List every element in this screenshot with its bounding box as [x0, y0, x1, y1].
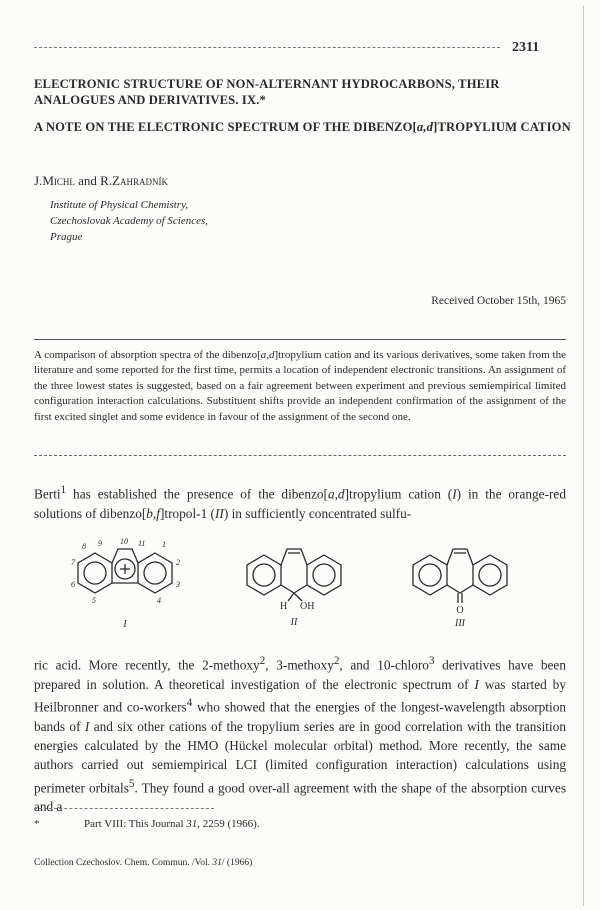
footnote: * Part VIII: This Journal 31, 2259 (1966).	[34, 818, 260, 830]
abstract-bottom-rule	[34, 455, 566, 456]
structure-II-drawing	[232, 535, 372, 635]
structure-I-drawing	[58, 535, 208, 635]
oxygen-label: O	[456, 605, 464, 616]
structure-II	[232, 535, 372, 635]
journal-footer: Collection Czechoslov. Chem. Commun. /Vol. 31/ (1966)	[34, 858, 253, 868]
structure-I-label: I	[123, 619, 127, 630]
abstract-top-rule	[34, 339, 566, 340]
position-1: 1	[162, 540, 166, 549]
paragraph-1: Berti$^1$ has established the presence of the dibenzo[a,d]tropylium cation (I) in the orange-red solutions of dibenzo[b,f]tropol-1 (II) in sufficiently concentrated sulfu-	[34, 484, 566, 521]
position-3: 3	[176, 580, 180, 589]
received-date: Received October 15th, 1965	[431, 295, 566, 307]
article-subtitle: A NOTE ON THE ELECTRONIC SPECTRUM OF THE DIBENZO[a,d]TROPYLIUM CATION	[34, 120, 571, 134]
structure-II-label: II	[290, 617, 298, 628]
structure-III	[398, 535, 538, 635]
position-8: 8	[82, 542, 86, 551]
structure-I	[58, 535, 208, 635]
position-10: 10	[120, 537, 128, 546]
hydrogen-label: H	[280, 601, 288, 612]
article-title: ELECTRONIC STRUCTURE OF NON-ALTERNANT HYDROCARBONS, THEIR ANALOGUES AND DERIVATIVES. IX.*	[34, 77, 500, 107]
affiliation: Institute of Physical Chemistry, Czechoslovak Academy of Sciences, Prague	[50, 199, 209, 243]
structure-III-drawing	[398, 535, 538, 635]
position-6: 6	[71, 580, 75, 589]
structure-III-label: III	[455, 618, 465, 629]
header-rule	[34, 47, 500, 48]
position-7: 7	[71, 558, 75, 567]
author-list: J.Michl and R.Zahradník	[34, 173, 169, 188]
position-4: 4	[157, 596, 161, 605]
hydroxyl-label: OH	[300, 601, 315, 612]
paragraph-2: ric acid. More recently, the 2-methoxy$^2$, 3-methoxy$^2$, and 10-chloro$^3$ derivatives have been prepared in solution. A theoretical investigation of the electronic spectrum of I was started by Heilbronner and co-workers$^4$ who showed that the energies of the longest-wavelength absorption bands of I and six other cations of the tropylium series are in good correlation with the transition energies calculated by the HMO (Hückel molecular orbital) method. More recently, the same authors carried out semiempirical LCI (limited configuration interaction) calculations using perimeter orbitals$^5$. They found a good over-all agreement with the shape of the absorption curves and a	[34, 655, 567, 815]
scan-edge-line	[583, 6, 584, 906]
position-11: 11	[138, 539, 146, 548]
abstract: A comparison of absorption spectra of the dibenzo[a,d]tropylium cation and its various derivatives, some taken from the literature and some reported for the first time, permits a location of independent electronic transitions. An assignment of the three lowest states is suggested, based on a fair agreement between experiment and previous semiempirical limited configuration interaction calculations. Substituent shifts provide an independent confirmation of the assignment of the first excited singlet and some evidence in favour of the assignment of the second one.	[34, 349, 566, 423]
page-number: 2311	[512, 40, 540, 55]
position-2: 2	[176, 558, 180, 567]
footnote-rule	[34, 808, 214, 809]
author-2: Zahradník	[112, 173, 169, 188]
position-5: 5	[92, 596, 96, 605]
author-1: Michl	[42, 173, 75, 188]
position-9: 9	[98, 539, 102, 548]
